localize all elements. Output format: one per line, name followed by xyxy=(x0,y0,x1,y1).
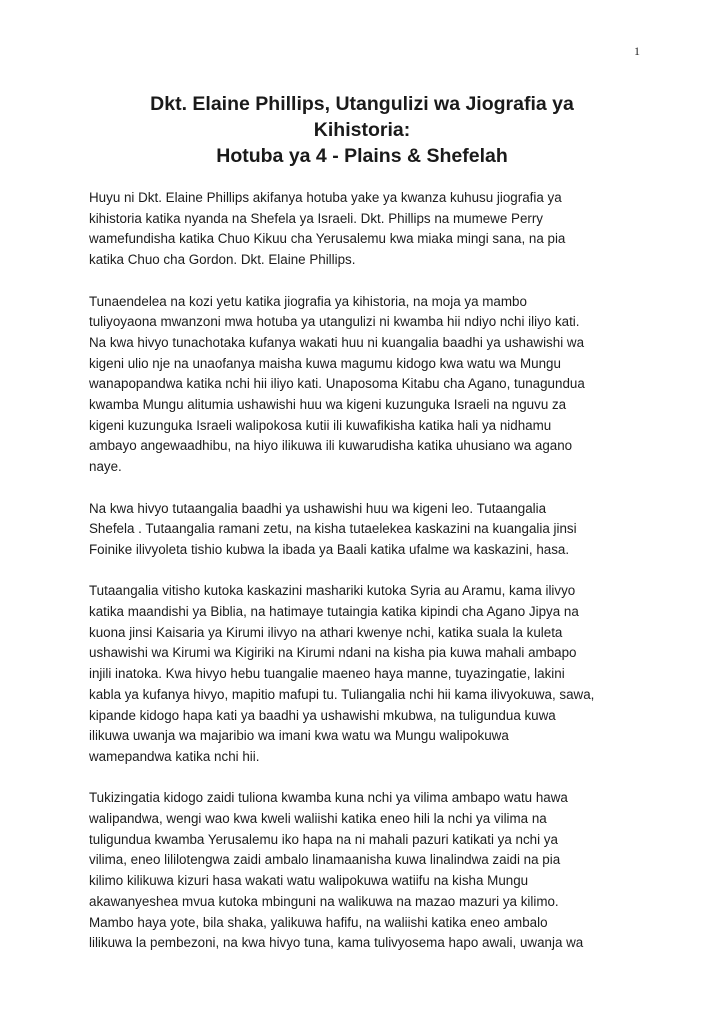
text-line: kigeni ulio nje na unaofanya maisha kuwa magumu kidogo kwa watu wa Mungu xyxy=(89,355,561,371)
paragraph xyxy=(89,788,649,954)
text-line: wamefundisha katika Chuo Kikuu cha Yerusalemu kwa miaka mingi sana, na pia xyxy=(89,231,566,247)
text-line: kabla ya kufanya hivyo, mapitio mafupi tu. Tuliangalia nchi hii kama ilivyokuwa, sawa, xyxy=(89,686,595,702)
text-line: Huyu ni Dkt. Elaine Phillips akifanya hotuba yake ya kwanza kuhusu jiografia ya xyxy=(89,190,562,205)
text-line: tuligundua kwamba Yerusalemu iko hapa na ni mahali pazuri katikati ya nchi ya xyxy=(89,831,558,847)
text-line: Shefela . Tutaangalia ramani zetu, na kisha tutaelekea kaskazini na kuangalia jinsi xyxy=(89,521,577,537)
text-line: Na kwa hivyo tutaangalia baadhi ya ushawishi huu wa kigeni leo. Tutaangalia xyxy=(89,500,547,516)
paragraph xyxy=(89,581,649,767)
title-line-2: Kihistoria: xyxy=(313,119,411,141)
document-body xyxy=(89,188,649,975)
text-line: Tutaangalia vitisho kutoka kaskazini mashariki kutoka Syria au Aramu, kama ilivyo xyxy=(89,583,576,599)
title-line-1: Dkt. Elaine Phillips, Utangulizi wa Jiografia ya xyxy=(150,93,574,115)
text-line: Foinike ilivyoleta tishio kubwa la ibada ya Baali katika ufalme wa kaskazini, hasa. xyxy=(89,541,570,557)
paragraph xyxy=(89,188,649,271)
paragraph xyxy=(89,499,649,561)
text-line: wamepandwa katika nchi hii. xyxy=(89,748,260,764)
text-line: katika Chuo cha Gordon. Dkt. Elaine Phillips. xyxy=(89,252,356,268)
text-line: kwamba Mungu alitumia ushawishi huu wa kigeni kuzunguka Israeli na nguvu za xyxy=(89,397,567,413)
text-line: injili inatoka. Kwa hivyo hebu tuangalie maeneo haya manne, tuyazingatie, lakini xyxy=(89,666,565,682)
text-line: naye. xyxy=(89,459,122,475)
text-line: kipande kidogo hapa kati ya baadhi ya ushawishi mkubwa, na tuligundua kuwa xyxy=(89,707,556,723)
text-line: Na kwa hivyo tunachotaka kufanya wakati huu ni kuangalia baadhi ya ushawishi wa xyxy=(89,334,585,350)
text-line: lilikuwa la pembezoni, na kwa hivyo tuna, kama tulivyosema hapo awali, uwanja wa xyxy=(89,935,584,951)
text-line: walipandwa, wengi wao kwa kweli waliishi katika eneo hili la nchi ya vilima na xyxy=(89,811,547,827)
text-line: kuona jinsi Kaisaria ya Kirumi ilivyo na athari kwenye nchi, katika suala la kuleta xyxy=(89,624,563,640)
text-line: kilimo kilikuwa kizuri hasa wakati watu walipokuwa watiifu na kisha Mungu xyxy=(89,873,529,889)
paragraph xyxy=(89,292,649,478)
text-line: kigeni kuzunguka Israeli walipokosa kutii ili kuwafikisha katika hali ya nidhamu xyxy=(89,417,552,433)
text-line: akawanyeshea mvua kutoka mbinguni na walikuwa na mazao mazuri ya kilimo. xyxy=(89,893,559,909)
page-number: 1 xyxy=(634,44,640,58)
text-line: ushawishi wa Kirumi wa Kigiriki na Kirumi ndani na kisha pia kuwa mahali ambapo xyxy=(89,645,577,661)
document-title xyxy=(84,91,640,169)
text-line: katika maandishi ya Biblia, na hatimaye tutaingia katika kipindi cha Agano Jipya na xyxy=(89,604,579,620)
text-line: Tunaendelea na kozi yetu katika jiografia ya kihistoria, na moja ya mambo xyxy=(89,293,527,309)
text-line: vilima, eneo lililotengwa zaidi ambalo linamaanisha kuwa linalindwa zaidi na pia xyxy=(89,852,561,868)
title-line-3: Hotuba ya 4 - Plains & Shefelah xyxy=(216,145,508,167)
text-line: kihistoria katika nyanda na Shefela ya Israeli. Dkt. Phillips na mumewe Perry xyxy=(89,210,544,226)
text-line: wanapopandwa katika nchi hii iliyo kati. Unaposoma Kitabu cha Agano, tunagundua xyxy=(89,376,585,392)
text-line: ambayo angewaadhibu, na hiyo ilikuwa ili kuwarudisha katika uhusiano wa agano xyxy=(89,438,573,454)
text-line: ilikuwa uwanja wa majaribio wa imani kwa watu wa Mungu walipokuwa xyxy=(89,728,509,744)
text-line: Tukizingatia kidogo zaidi tuliona kwamba kuna nchi ya vilima ambapo watu hawa xyxy=(89,790,568,806)
text-line: tuliyoyaona mwanzoni mwa hotuba ya utangulizi ni kwamba hii ndiyo nchi iliyo kati. xyxy=(89,314,580,330)
text-line: Mambo haya yote, bila shaka, yalikuwa hafifu, na waliishi katika eneo ambalo xyxy=(89,914,548,930)
